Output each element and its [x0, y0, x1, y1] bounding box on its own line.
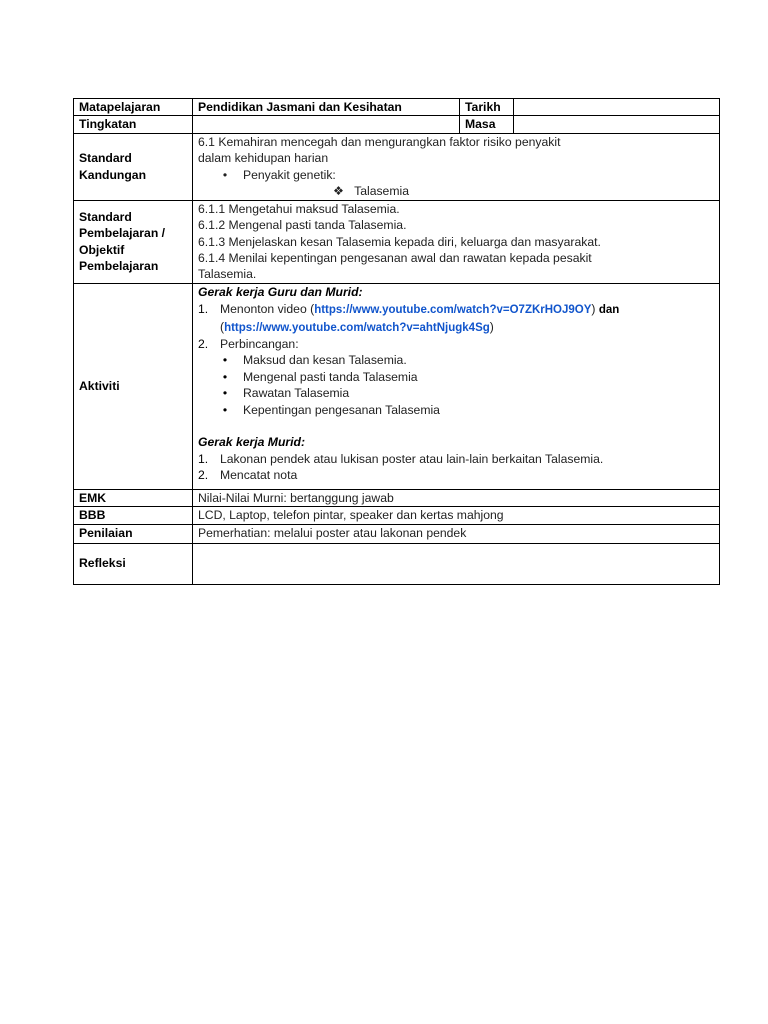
activities-cell — [193, 283, 720, 489]
subject-label: Matapelajaran — [74, 99, 193, 116]
discussion-bullet — [198, 369, 714, 385]
content-standard-sub-bullet-text: Talasemia — [354, 184, 409, 199]
bullet-icon: • — [222, 167, 228, 182]
content-standard-bullet-text: Penyakit genetik: — [243, 167, 336, 182]
discussion-bullet-text: Kepentingan pengesanan Talasemia — [243, 402, 440, 417]
emk-label: EMK — [74, 489, 193, 506]
activities-label: Aktiviti — [74, 283, 193, 489]
reflection-label: Refleksi — [74, 543, 193, 584]
reflection-value — [193, 543, 720, 584]
discussion-bullet — [198, 352, 714, 368]
level-value — [193, 116, 460, 133]
learning-standard-label-line3: Objektif — [79, 242, 125, 257]
student-item-text: Mencatat nota — [220, 467, 298, 482]
learning-standard-label-line4: Pembelajaran — [79, 259, 159, 274]
discussion-bullet-text: Rawatan Talasemia — [243, 386, 350, 401]
activity-item-number: 2. — [198, 337, 209, 352]
activities-row — [74, 283, 720, 489]
activity-discussion-text: Perbincangan: — [220, 337, 299, 352]
subject-value: Pendidikan Jasmani dan Kesihatan — [193, 99, 460, 116]
bullet-icon: • — [222, 386, 228, 401]
level-row — [74, 116, 720, 133]
activity-video-and: dan — [598, 304, 620, 317]
bullet-icon: • — [222, 353, 228, 368]
discussion-bullet — [198, 402, 714, 418]
content-standard-row — [74, 133, 720, 200]
spacer — [198, 418, 714, 434]
content-standard-sub-bullet — [198, 183, 714, 199]
student-activity-heading: Gerak kerja Murid: — [198, 435, 306, 450]
content-standard-cell — [193, 133, 720, 200]
student-item-text: Lakonan pendek atau lukisan poster atau lain-lain berkaitan Talasemia. — [220, 451, 604, 466]
student-activity-item — [198, 467, 714, 483]
activity-video-prefix: Menonton video ( — [220, 302, 315, 317]
activity-video-close-paren: ) — [591, 302, 596, 317]
activity-item-number: 1. — [198, 302, 209, 317]
learning-standard-row — [74, 200, 720, 283]
student-item-number: 1. — [198, 451, 209, 466]
learning-objective-item: 6.1.3 Menjelaskan kesan Talasemia kepada diri, keluarga dan masyarakat. — [198, 234, 601, 249]
learning-standard-label-line1: Standard — [79, 210, 132, 225]
student-item-number: 2. — [198, 467, 209, 482]
content-standard-bullet — [198, 167, 714, 183]
emk-value: Nilai-Nilai Murni: bertanggung jawab — [193, 489, 720, 506]
time-label: Masa — [460, 116, 514, 133]
assessment-value: Pemerhatian: melalui poster atau lakonan pendek — [193, 524, 720, 543]
activity-item-video — [198, 301, 714, 318]
diamond-bullet-icon: ❖ — [333, 184, 344, 199]
date-label: Tarikh — [460, 99, 514, 116]
content-standard-label-line2: Kandungan — [79, 167, 147, 182]
activity-video-open: ( — [220, 319, 225, 334]
level-label: Tingkatan — [74, 116, 193, 133]
video-link-1[interactable]: https://www.youtube.com/watch?v=O7ZKrHOJ9OY — [314, 304, 592, 317]
content-standard-label — [74, 133, 193, 200]
bbb-label: BBB — [74, 507, 193, 524]
time-value — [514, 116, 720, 133]
activity-video-close: ) — [489, 319, 494, 334]
discussion-bullet — [198, 385, 714, 401]
learning-objective-item: 6.1.1 Mengetahui maksud Talasemia. — [198, 201, 400, 216]
assessment-label: Penilaian — [74, 524, 193, 543]
bullet-icon: • — [222, 369, 228, 384]
content-standard-label-line1: Standard — [79, 151, 132, 166]
video-link-2[interactable]: https://www.youtube.com/watch?v=ahtNjugk4Sg — [224, 321, 490, 334]
assessment-row — [74, 524, 720, 543]
content-standard-line2: dalam kehidupan harian — [198, 151, 329, 166]
learning-objective-item-continued: Talasemia. — [198, 267, 257, 282]
reflection-row — [74, 543, 720, 584]
lesson-plan-table — [73, 98, 720, 585]
date-value — [514, 99, 720, 116]
bbb-value: LCD, Laptop, telefon pintar, speaker dan kertas mahjong — [193, 507, 720, 524]
learning-standard-label-line2: Pembelajaran / — [79, 226, 166, 241]
discussion-bullet-text: Maksud dan kesan Talasemia. — [243, 353, 407, 368]
learning-standard-label — [74, 200, 193, 283]
learning-standard-cell — [193, 200, 720, 283]
learning-objective-item: 6.1.4 Menilai kepentingan pengesanan awal dan rawatan kepada pesakit — [198, 251, 592, 266]
activity-item-video-cont — [198, 319, 714, 336]
student-activity-item — [198, 451, 714, 467]
bbb-row — [74, 507, 720, 524]
subject-row — [74, 99, 720, 116]
content-standard-line1: 6.1 Kemahiran mencegah dan mengurangkan faktor risiko penyakit — [198, 134, 561, 149]
emk-row — [74, 489, 720, 506]
discussion-bullet-text: Mengenal pasti tanda Talasemia — [243, 369, 418, 384]
bullet-icon: • — [222, 402, 228, 417]
activity-item-discussion — [198, 336, 714, 352]
learning-objective-item: 6.1.2 Mengenal pasti tanda Talasemia. — [198, 218, 407, 233]
teacher-activity-heading: Gerak kerja Guru dan Murid: — [198, 284, 363, 299]
